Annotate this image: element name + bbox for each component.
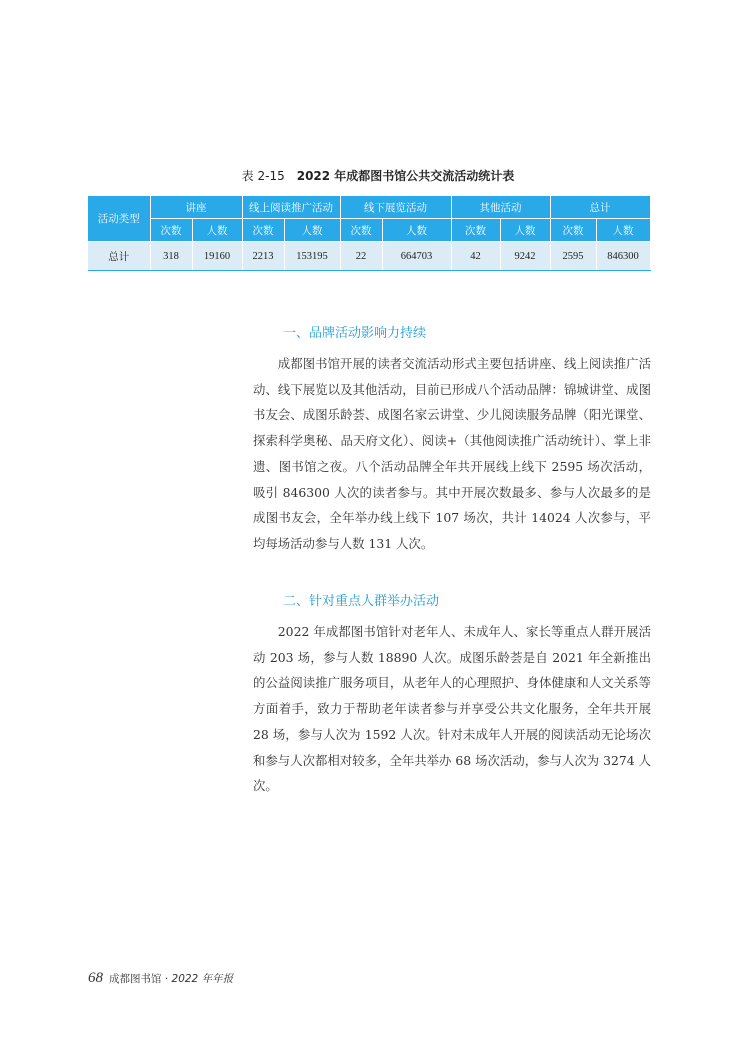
column-subheader-count: 次数 (451, 219, 500, 242)
column-subheader-count: 次数 (550, 219, 596, 242)
section-key-groups (253, 592, 651, 799)
column-subheader-people: 人数 (192, 219, 242, 242)
row-label-total: 总计 (88, 242, 150, 271)
column-subheader-people: 人数 (284, 219, 340, 242)
footer-report-year: 2022 年年报 (171, 973, 234, 985)
column-subheader-people: 人数 (500, 219, 550, 242)
page-footer (88, 970, 233, 987)
table-caption (0, 167, 756, 184)
table-row (88, 242, 650, 271)
table-cell: 2213 (242, 242, 284, 271)
section-brand-activities (253, 324, 651, 557)
section-body: 2022 年成都图书馆针对老年人、未成年人、家长等重点人群开展活动 203 场，参与人数 18890 人次。成图乐龄荟是自 2021 年全新推出的公益阅读推广服务项目，从老年人的心理照护、身体健康和人文关系等方面着手，致力于帮助老年读者参与并享受公共文化服务，全年共开展 28 场，参与人次为 1592 人次。针对未成年人开展的阅读活动无论场次和参与人次都相对较多，全年共举办 68 场次活动，参与人次为 3274 人次。 (253, 624, 651, 794)
table-cell: 22 (340, 242, 382, 271)
table-header-row (88, 196, 650, 219)
page-number: 68 (88, 970, 103, 986)
column-subheader-count: 次数 (340, 219, 382, 242)
table-cell: 9242 (500, 242, 550, 271)
table-cell: 153195 (284, 242, 340, 271)
table-title: 2022 年成都图书馆公共交流活动统计表 (296, 169, 515, 183)
column-header-group: 总计 (550, 196, 650, 219)
column-subheader-people: 人数 (596, 219, 650, 242)
table-cell: 42 (451, 242, 500, 271)
activity-stats-table (88, 195, 651, 271)
column-header-group: 其他活动 (451, 196, 550, 219)
column-subheader-count: 次数 (242, 219, 284, 242)
column-subheader-count: 次数 (150, 219, 192, 242)
table-subheader-row (88, 219, 650, 242)
table-cell: 318 (150, 242, 192, 271)
column-header-group: 讲座 (150, 196, 242, 219)
section-heading: 一、品牌活动影响力持续 (283, 326, 427, 341)
footer-publisher: 成都图书馆 · (109, 973, 172, 985)
table-cell: 2595 (550, 242, 596, 271)
column-header-group: 线下展览活动 (340, 196, 451, 219)
table-number: 表 2-15 (241, 169, 285, 183)
column-subheader-people: 人数 (382, 219, 451, 242)
section-heading: 二、针对重点人群举办活动 (283, 594, 440, 609)
table-cell: 664703 (382, 242, 451, 271)
section-body: 成都图书馆开展的读者交流活动形式主要包括讲座、线上阅读推广活动、线下展览以及其他活动，目前已形成八个活动品牌：锦城讲堂、成图书友会、成图乐龄荟、成图名家云讲堂、少儿阅读服务品牌（阳光课堂、探索科学奥秘、品天府文化）、阅读+（其他阅读推广活动统计）、掌上非遗、图书馆之夜。八个活动品牌全年共开展线上线下 2595 场次活动，吸引 846300 人次的读者参与。其中开展次数最多、参与人次最多的是成图书友会，全年举办线上线下 107 场次，共计 14024 人次参与，平均每场活动参与人数 131 人次。 (253, 356, 651, 551)
table-cell: 19160 (192, 242, 242, 271)
column-header-activity-type: 活动类型 (88, 196, 150, 242)
column-header-group: 线上阅读推广活动 (242, 196, 340, 219)
table-cell: 846300 (596, 242, 650, 271)
